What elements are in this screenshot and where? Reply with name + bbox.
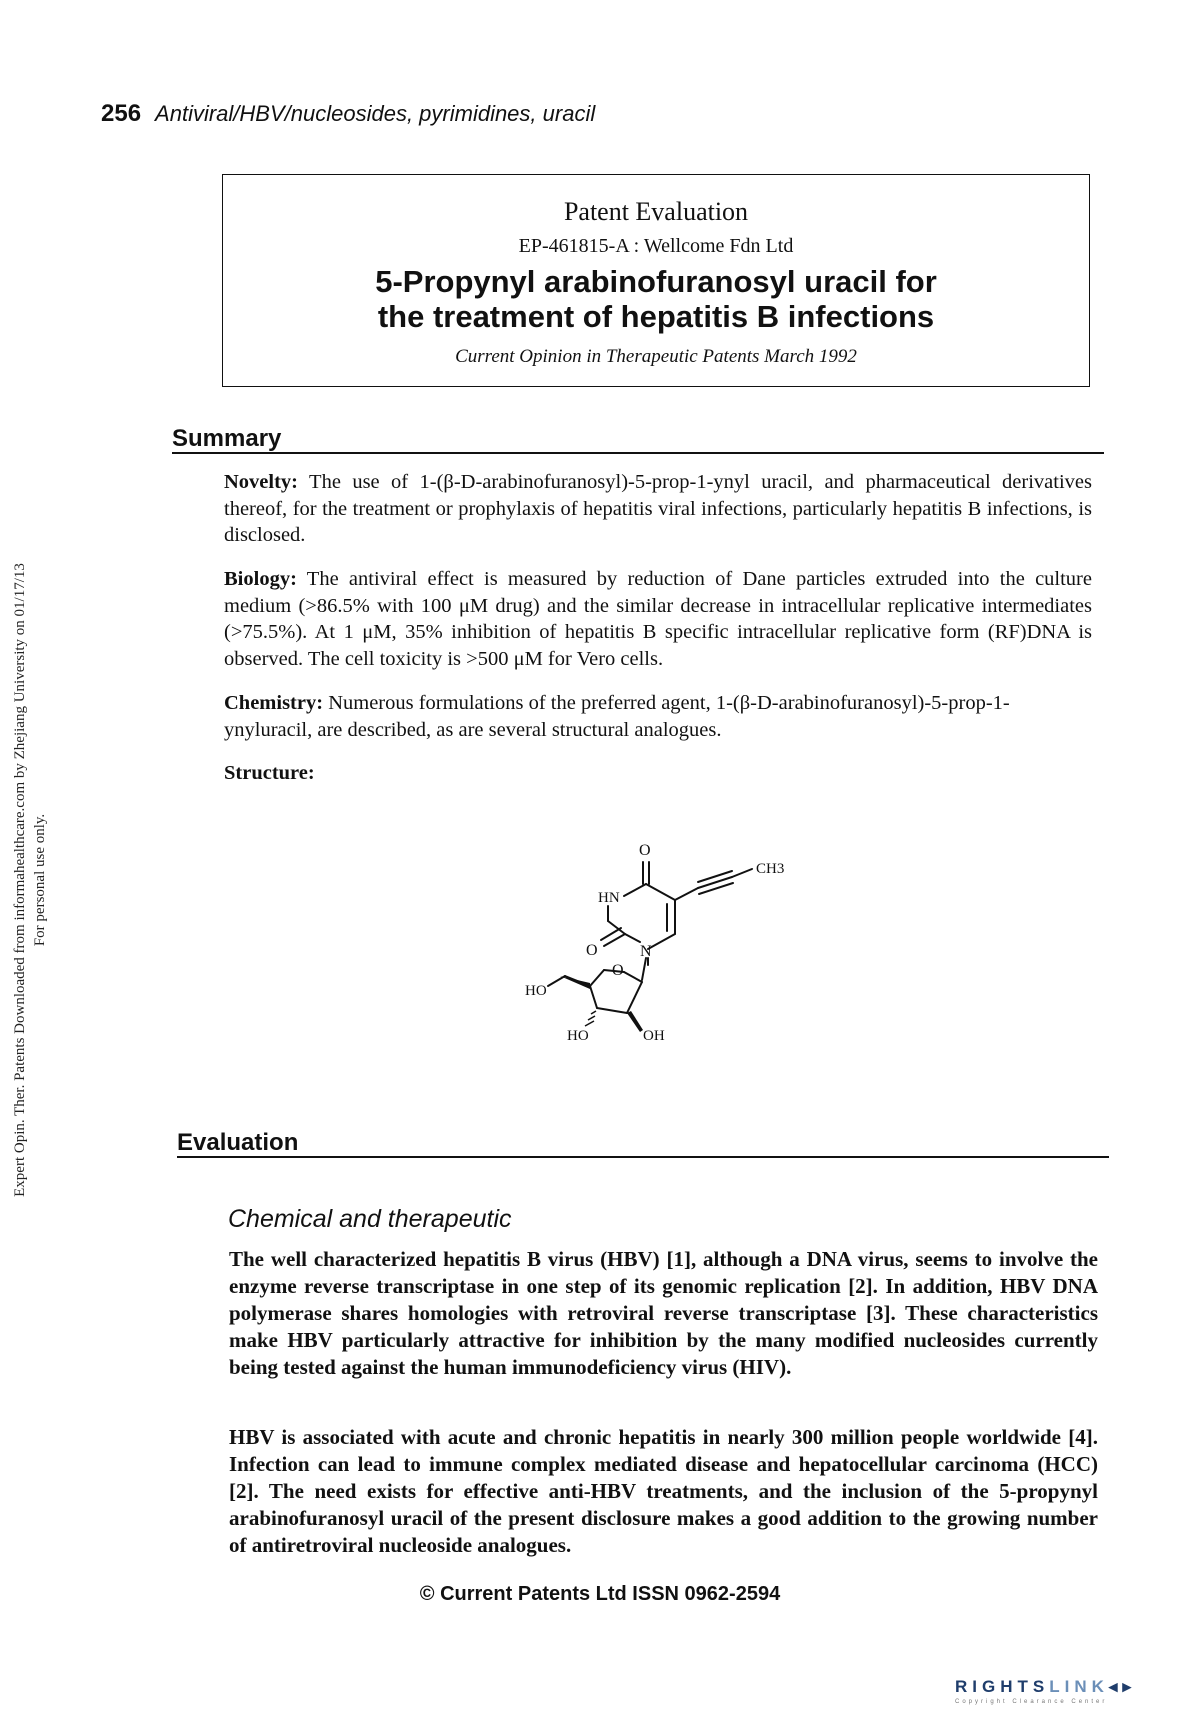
chemistry-paragraph [224,690,1092,743]
novelty-text: The use of 1-(β-D-arabinofuranosyl)-5-prop-1-ynyl uracil, and pharmaceutical derivatives thereof, for the treatment or prophylaxis of hepatitis viral infections, particularly hepatitis B infections, is disclosed. [224,471,1092,546]
running-head-title: Antiviral/HBV/nucleosides, pyrimidines, uracil [155,101,596,126]
atom-hn: HN [598,890,620,906]
atom-oh-bottom: OH [643,1028,665,1044]
novelty-label: Novelty: [224,471,299,493]
box-kicker: Patent Evaluation [563,197,749,226]
running-head [101,100,595,128]
rightslink-light: LINK [1049,1677,1109,1696]
page-number: 256 [101,100,142,127]
chemical-structure [500,830,800,1060]
evaluation-paragraph-2: HBV is associated with acute and chronic hepatitis in nearly 300 million people worldwide [4]. Infection can lead to immune complex mediated disease and hepatocellular carcinoma (HCC) [2]. The need exists for effective anti-HBV treatments, and the inclusion of the 5-propynyl arabinofuranosyl uracil of the present disclosure makes a good addition to the growing number of antiretroviral nucleoside analogues. [229,1425,1098,1557]
atom-o-left: O [586,942,598,959]
rightslink-dark: RIGHTS [955,1677,1050,1696]
chemistry-text: Numerous formulations of the preferred agent, 1-(β-D-arabinofuranosyl)-5-prop-1-ynyluracil, are described, as are several structural analogues. [224,692,1010,741]
biology-text: The antiviral effect is measured by reduction of Dane particles extruded into the culture medium (>86.5% with 100 μM drug) and the similar decrease in intracellular replicative intermediates (>75.5%). At 1 μM, 35% inhibition of hepatitis B specific intracellular replicative form (RF)DNA is observed. The cell toxicity is >500 μM for Vero cells. [224,568,1092,670]
headline-line1: 5-Propynyl arabinofuranosyl uracil for [375,264,937,299]
side-note-line2: For personal use only. [32,813,48,947]
patent-number: EP-461815-A : Wellcome Fdn Ltd [518,235,794,257]
summary-heading: Summary [172,425,282,452]
headline-line2: the treatment of hepatitis B infections [377,299,935,334]
article-source: Current Opinion in Therapeutic Patents March 1992 [455,346,857,367]
side-note [0,0,60,1725]
chemistry-label: Chemistry: [224,692,324,714]
evaluation-rule [177,1156,1109,1158]
atom-ho-bottom: HO [567,1028,589,1044]
side-note-line1: Expert Opin. Ther. Patents Downloaded from informahealthcare.com by Zhejiang University on 01/17/13 [12,563,28,1197]
rightslink-symbol-icon: ◂▸ [1108,1677,1136,1696]
patent-evaluation-box [222,174,1090,387]
atom-o-top: O [639,842,651,859]
biology-paragraph [224,566,1092,672]
biology-label: Biology: [224,568,297,590]
evaluation-subheading: Chemical and therapeutic [228,1205,512,1233]
summary-rule [172,452,1104,454]
atom-ch3: CH3 [756,861,785,877]
rightslink-logo[interactable] [955,1677,1195,1717]
article-headline [223,264,1089,334]
atom-ho-primary: HO [525,983,547,999]
evaluation-paragraph-1: The well characterized hepatitis B virus (HBV) [1], although a DNA virus, seems to involve the enzyme reverse transcriptase in one step of its genomic replication [2]. In addition, HBV DNA polymerase shares homologies with retroviral reverse transcriptase [3]. These characteristics make HBV particularly attractive for inhibition by the many modified nucleosides currently being tested against the human immunodeficiency virus (HIV). [229,1247,1098,1379]
atom-o-ring: O [612,962,624,979]
structure-label: Structure: [224,762,315,784]
evaluation-heading: Evaluation [177,1129,299,1156]
novelty-paragraph [224,469,1092,549]
atom-n: N [640,943,652,960]
copyright-line: © Current Patents Ltd ISSN 0962-2594 [419,1583,781,1605]
rightslink-subtitle: Copyright Clearance Center [955,1699,1108,1705]
